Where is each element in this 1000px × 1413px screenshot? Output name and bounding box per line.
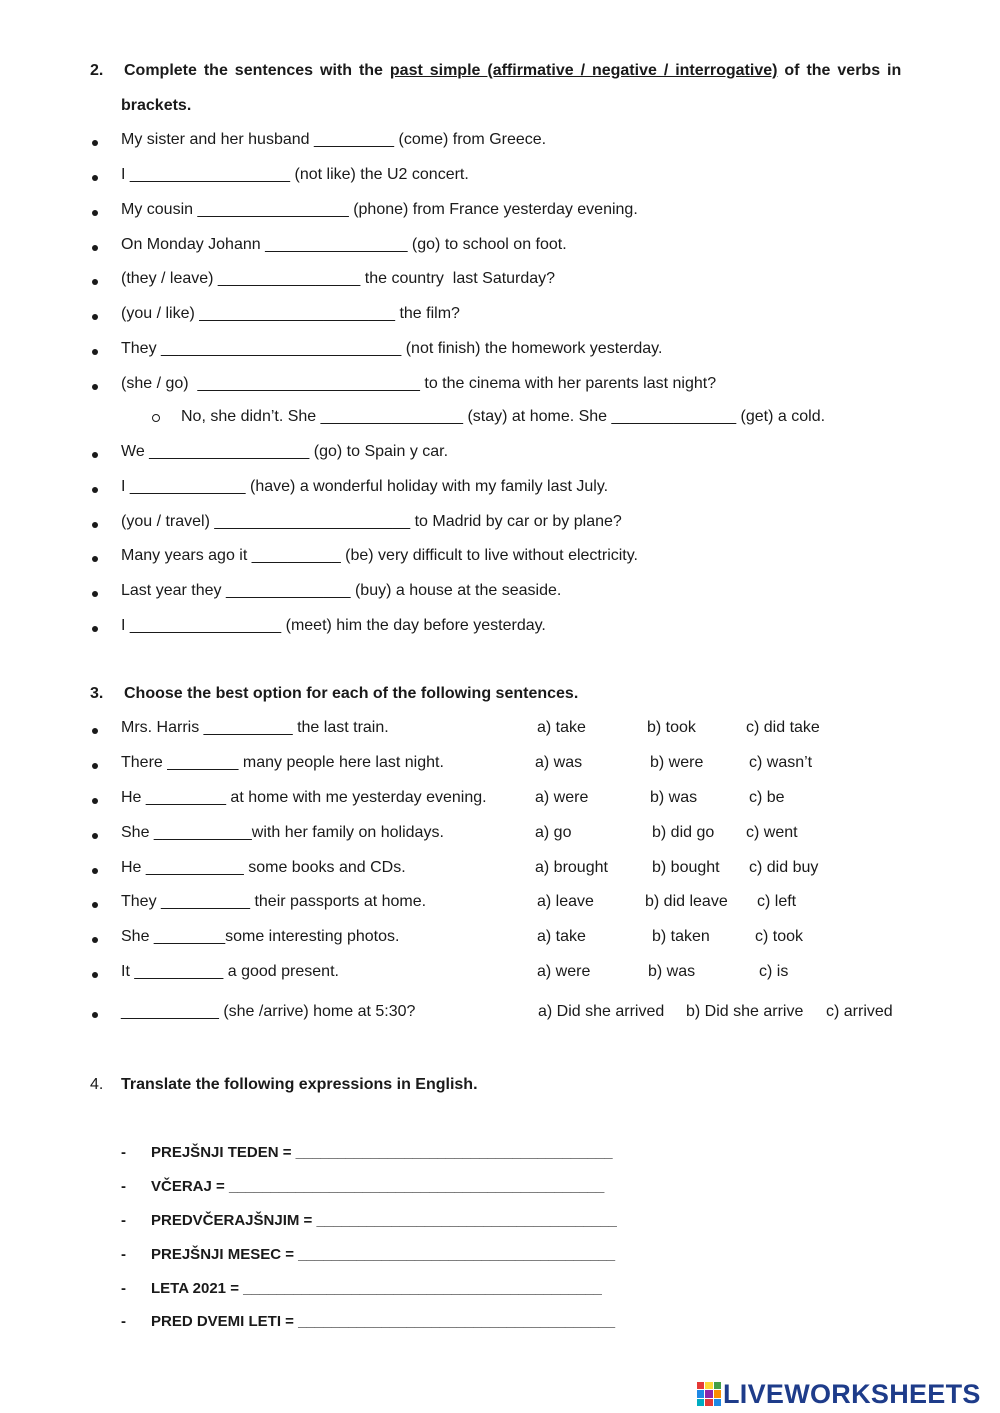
- liveworksheets-logo-text: LIVEWORKSHEETS: [723, 1378, 981, 1409]
- dash-marker: -: [121, 1246, 126, 1263]
- exercise-sentence: I __________________ (not like) the U2 concert.: [121, 166, 469, 183]
- bullet: [92, 279, 98, 285]
- option-b[interactable]: b) were: [650, 754, 704, 771]
- choice-sentence: There ________ many people here last night.: [121, 754, 444, 771]
- option-c[interactable]: c) is: [759, 963, 789, 980]
- option-b[interactable]: b) did leave: [645, 893, 728, 910]
- bullet: [92, 763, 98, 769]
- choice-sentence: They __________ their passports at home.: [121, 893, 427, 910]
- liveworksheets-logo: [697, 1379, 981, 1409]
- option-c[interactable]: c) did buy: [749, 859, 819, 876]
- exercise-sentence: (she / go) _________________________ to the cinema with her parents last night?: [121, 375, 717, 392]
- section2-heading-post: of the verbs in: [777, 62, 902, 79]
- bullet: [92, 522, 98, 528]
- bullet: [92, 591, 98, 597]
- option-a[interactable]: a) brought: [535, 859, 608, 876]
- bullet: [92, 728, 98, 734]
- dash-marker: -: [121, 1178, 126, 1195]
- logo-square: [705, 1382, 712, 1389]
- section2-heading-line2: brackets.: [121, 97, 192, 114]
- exercise-sentence: On Monday Johann ________________ (go) to school on foot.: [121, 236, 567, 253]
- logo-square: [705, 1399, 712, 1406]
- dash-marker: -: [121, 1313, 126, 1330]
- section3-heading: Choose the best option for each of the following sentences.: [124, 685, 579, 702]
- exercise-sentence: They ___________________________ (not finish) the homework yesterday.: [121, 340, 663, 357]
- section2-heading: [124, 62, 901, 80]
- bullet: [92, 556, 98, 562]
- choice-sentence: It __________ a good present.: [121, 963, 339, 980]
- exercise-sentence: I _____________ (have) a wonderful holiday with my family last July.: [121, 478, 609, 495]
- section2-heading-underlined: past simple (affirmative / negative / interrogative): [389, 62, 778, 79]
- logo-square: [705, 1390, 712, 1397]
- section4-heading: Translate the following expressions in English.: [121, 1076, 478, 1093]
- exercise-sentence: I _________________ (meet) him the day before yesterday.: [121, 617, 546, 634]
- option-b[interactable]: b) Did she arrive: [686, 1003, 804, 1020]
- dash-marker: -: [121, 1144, 126, 1161]
- exercise-sentence: (you / like) ______________________ the film?: [121, 305, 460, 322]
- option-b[interactable]: b) did go: [652, 824, 715, 841]
- logo-square: [697, 1399, 704, 1406]
- sub-bullet: [152, 414, 160, 422]
- option-a[interactable]: a) go: [535, 824, 572, 841]
- bullet: [92, 1012, 98, 1018]
- choice-sentence: ___________ (she /arrive) home at 5:30?: [121, 1003, 416, 1020]
- liveworksheets-logo-icon: [697, 1382, 721, 1406]
- option-a[interactable]: a) take: [537, 719, 586, 736]
- bullet: [92, 487, 98, 493]
- bullet: [92, 798, 98, 804]
- bullet: [92, 175, 98, 181]
- translation-line: LETA 2021 = ___________________________________________: [151, 1280, 602, 1297]
- section2-number: 2.: [90, 62, 104, 79]
- section2-heading-pre: Complete the sentences with the: [124, 62, 390, 79]
- logo-square: [697, 1390, 704, 1397]
- exercise-sentence: Many years ago it __________ (be) very difficult to live without electricity.: [121, 547, 638, 564]
- option-b[interactable]: b) bought: [652, 859, 720, 876]
- option-a[interactable]: a) take: [537, 928, 586, 945]
- bullet: [92, 245, 98, 251]
- choice-sentence: She ___________with her family on holidays.: [121, 824, 444, 841]
- choice-sentence: Mrs. Harris __________ the last train.: [121, 719, 389, 736]
- exercise-sentence: (you / travel) ______________________ to Madrid by car or by plane?: [121, 513, 622, 530]
- option-a[interactable]: a) leave: [537, 893, 594, 910]
- exercise-sentence: We __________________ (go) to Spain y car.: [121, 443, 449, 460]
- bullet: [92, 972, 98, 978]
- exercise-sentence: (they / leave) ________________ the country last Saturday?: [121, 270, 556, 287]
- option-c[interactable]: c) be: [749, 789, 785, 806]
- choice-sentence: He ___________ some books and CDs.: [121, 859, 406, 876]
- translation-line: PREJŠNJI TEDEN = ______________________________________: [151, 1144, 613, 1161]
- option-b[interactable]: b) took: [647, 719, 696, 736]
- logo-square: [697, 1382, 704, 1389]
- translation-line: PRED DVEMI LETI = ______________________________________: [151, 1313, 616, 1330]
- section4-number: 4.: [90, 1076, 104, 1093]
- dash-marker: -: [121, 1212, 126, 1229]
- option-b[interactable]: b) was: [650, 789, 698, 806]
- translation-line: PREDVČERAJŠNJIM = ____________________________________: [151, 1212, 617, 1229]
- dash-marker: -: [121, 1280, 126, 1297]
- option-a[interactable]: a) were: [537, 963, 591, 980]
- bullet: [92, 210, 98, 216]
- option-a[interactable]: a) was: [535, 754, 583, 771]
- bullet: [92, 868, 98, 874]
- option-c[interactable]: c) took: [755, 928, 804, 945]
- option-c[interactable]: c) left: [757, 893, 797, 910]
- bullet: [92, 833, 98, 839]
- logo-square: [714, 1399, 721, 1406]
- option-a[interactable]: a) Did she arrived: [538, 1003, 665, 1020]
- exercise-sentence: My sister and her husband _________ (come) from Greece.: [121, 131, 547, 148]
- exercise-sentence: Last year they ______________ (buy) a house at the seaside.: [121, 582, 562, 599]
- section3-number: 3.: [90, 685, 104, 702]
- exercise-sentence: My cousin _________________ (phone) from France yesterday evening.: [121, 201, 638, 218]
- option-a[interactable]: a) were: [535, 789, 589, 806]
- translation-line: VČERAJ = _____________________________________________: [151, 1178, 605, 1195]
- bullet: [92, 902, 98, 908]
- bullet: [92, 452, 98, 458]
- bullet: [92, 140, 98, 146]
- option-b[interactable]: b) was: [648, 963, 696, 980]
- logo-square: [714, 1390, 721, 1397]
- bullet: [92, 384, 98, 390]
- option-c[interactable]: c) went: [746, 824, 798, 841]
- option-c[interactable]: c) did take: [746, 719, 820, 736]
- translation-line: PREJŠNJI MESEC = ______________________________________: [151, 1246, 616, 1263]
- option-c[interactable]: c) arrived: [826, 1003, 893, 1020]
- exercise-subsentence: No, she didn’t. She ________________ (stay) at home. She ______________ (get) a cold.: [181, 408, 826, 425]
- option-c[interactable]: c) wasn’t: [749, 754, 813, 771]
- bullet: [92, 937, 98, 943]
- bullet: [92, 626, 98, 632]
- choice-sentence: He _________ at home with me yesterday evening.: [121, 789, 487, 806]
- bullet: [92, 314, 98, 320]
- logo-square: [714, 1382, 721, 1389]
- option-b[interactable]: b) taken: [652, 928, 710, 945]
- choice-sentence: She ________some interesting photos.: [121, 928, 400, 945]
- bullet: [92, 349, 98, 355]
